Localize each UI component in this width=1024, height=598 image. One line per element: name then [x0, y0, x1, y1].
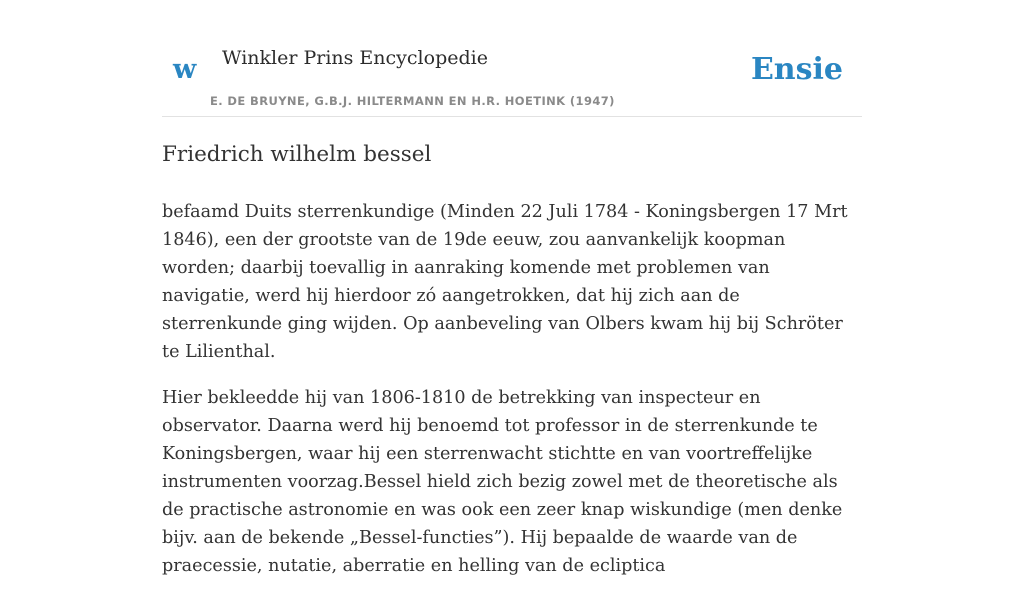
article	[162, 138, 862, 598]
article-body	[162, 198, 862, 580]
article-paragraph: Hier bekleedde hij van 1806-1810 de betrekking van inspecteur en observator. Daarna werd hij benoemd tot professor in de sterrenkunde te Koningsbergen, waar hij een sterrenwacht stichtte en van voortreffelijke instrumenten voorzag.Bessel hield zich bezig zowel met de theoretische als de practische astronomie en was ook een zeer knap wiskundige (men denke bijv. aan de bekende „Bessel-functies”). Hij bepaalde de waarde van de praecessie, nutatie, aberratie en helling van de ecliptica	[162, 388, 843, 576]
ensie-logo[interactable]: Ensie	[750, 52, 843, 87]
source-authors: E. DE BRUYNE, G.B.J. HILTERMANN EN H.R. HOETINK (1947)	[210, 94, 615, 108]
site-title[interactable]: Winkler Prins Encyclopedie	[222, 47, 488, 69]
article-title: Friedrich wilhelm bessel	[162, 142, 432, 167]
article-paragraph: befaamd Duits sterrenkundige (Minden 22 Juli 1784 - Koningsbergen 17 Mrt 1846), een der grootste van de 19de eeuw, zou aanvankelijk koopman worden; daarbij toevallig in aanraking komende met problemen van navigatie, werd hij hierdoor zó aangetrokken, dat hij zich aan de sterrenkunde ging wijden. Op aanbeveling van Olbers kwam hij bij Schröter te Lilienthal.	[162, 202, 848, 362]
site-header	[162, 0, 862, 117]
winkler-prins-logo[interactable]: w	[173, 54, 197, 85]
